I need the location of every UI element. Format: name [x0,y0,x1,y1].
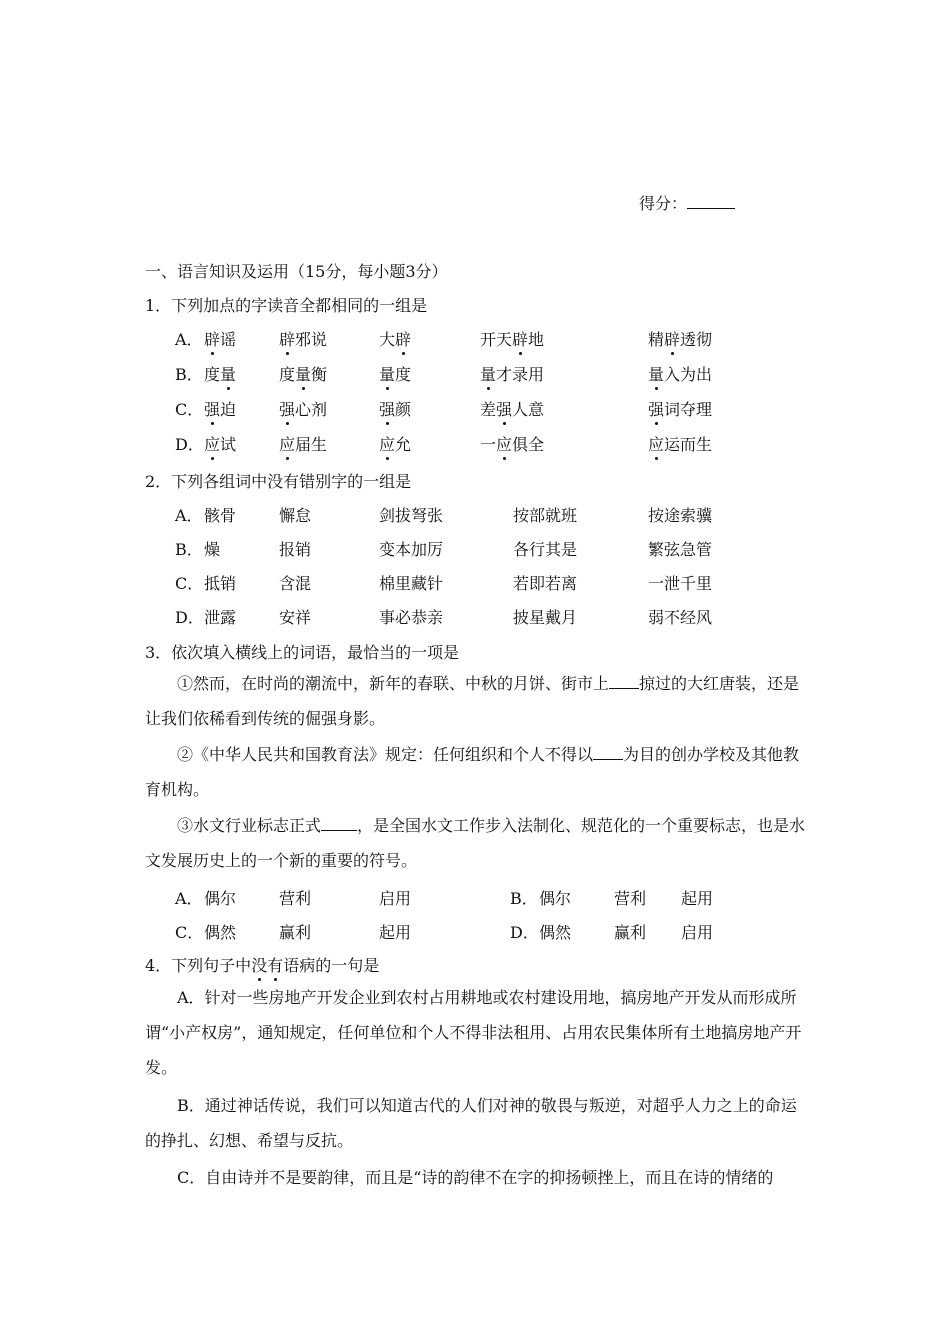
sentence-text: 掠过的大红唐装，还是让我们依稀看到传统的倔强身影。 [145,674,800,728]
fill-blank [609,672,639,689]
word: 棉里藏针 [379,574,444,593]
sentence-text: 为目的创办学校及其他教育机构。 [145,745,800,799]
word: 应运而生 [648,432,712,455]
q2-option-b [0,537,950,561]
dotted-char: 没 [251,953,267,976]
dotted-char: 强 [648,397,664,420]
word: 骸骨 [204,506,237,525]
q2-option-a [0,503,950,527]
word: 差强人意 [480,397,544,420]
option-label: D． [175,608,204,627]
word: 繁弦急管 [648,540,713,559]
word: 报销 [279,540,312,559]
word: 变本加厉 [379,540,444,559]
word: 量入为出 [648,362,712,385]
option-label: D． [510,923,539,942]
word: 营利 [614,889,647,908]
stem-text: 4．下列句子中 [145,956,252,975]
word: 一应俱全 [480,432,544,455]
q2-stem: 2．下列各组词中没有错别字的一组是 [145,472,412,491]
q3-options-cd [0,920,950,944]
q3-sentence-3 [145,808,810,878]
q4-option-a: A．针对一些房地产开发企业到农村占用耕地或农村建设用地，搞房地产开发从而形成所谓“小产权房”，通知规定，任何单位和个人不得非法租用、占用农民集体所有土地搞房地产开发。 [145,988,802,1077]
dotted-char: 辟 [395,327,411,350]
word: 量才录用 [480,362,544,385]
word: 事必恭亲 [379,608,444,627]
word: 大辟 [379,327,411,350]
q1-option-c [0,397,950,421]
word: 若即若离 [513,574,578,593]
option-label: D． [175,435,204,454]
word: 偶尔 [539,889,572,908]
option-label: C． [175,400,204,419]
dotted-char: 有 [267,953,283,976]
word: 强词夺理 [648,397,712,420]
dotted-char: 量 [295,362,311,385]
word: 按途索骥 [648,506,713,525]
word: 量度 [379,362,411,385]
sentence-text: ③水文行业标志正式 [177,816,322,835]
dotted-char: 应 [379,432,395,455]
word: 辟邪说 [279,327,327,350]
word: 度量 [204,362,236,385]
option-label: A． [175,506,203,525]
word: 泄露 [204,608,237,627]
word: 弱不经风 [648,608,713,627]
word: 懈怠 [279,506,312,525]
option-label: A． [175,889,203,908]
word: 偶尔 [204,889,237,908]
dotted-char: 强 [496,397,512,420]
word: 偶然 [539,923,572,942]
q2-option-d [0,605,950,629]
word: 赢利 [614,923,647,942]
word: 应允 [379,432,411,455]
fill-blank [321,814,357,831]
fill-blank [593,743,623,760]
dotted-char: 应 [648,432,664,455]
word: 启用 [681,923,714,942]
word: 开天辟地 [480,327,544,350]
dotted-char: 强 [204,397,220,420]
word: 精辟透彻 [648,327,712,350]
word: 度量衡 [279,362,327,385]
score-label-line [639,191,735,214]
sentence-text: ，是全国水文工作步入法制化、规范化的一个重要标志，也是水文发展历史上的一个新的重要的符号。 [145,816,806,870]
dotted-char: 量 [648,362,664,385]
section-title: 一、语言知识及运用（15分，每小题3分） [145,262,448,281]
word: 安祥 [279,608,312,627]
q1-stem: 1．下列加点的字读音全都相同的一组是 [145,296,428,315]
q3-sentence-2 [145,737,810,807]
score-blank [687,192,735,209]
word: 各行其是 [513,540,578,559]
dotted-char: 辟 [204,327,220,350]
dotted-char: 辟 [512,327,528,350]
q3-options-ab [0,886,950,910]
q1-option-b [0,362,950,386]
q3-stem: 3．依次填入横线上的词语，最恰当的一项是 [145,643,460,662]
q2-option-c [0,571,950,595]
word: 披星戴月 [513,608,578,627]
option-label: B． [175,540,203,559]
dotted-char: 辟 [279,327,295,350]
word: 强心剂 [279,397,327,420]
dotted-char: 强 [379,397,395,420]
dotted-char: 量 [480,362,496,385]
word: 赢利 [279,923,312,942]
q4-option-b: B．通过神话传说，我们可以知道古代的人们对神的敬畏与叛逆，对超乎人力之上的命运的挣扎、幻想、希望与反抗。 [145,1096,797,1150]
word: 一泄千里 [648,574,713,593]
word: 燥 [204,540,221,559]
word: 强迫 [204,397,236,420]
word: 营利 [279,889,312,908]
option-label: B． [175,365,203,384]
option-label: B． [510,889,538,908]
stem-text: 语病的一句是 [283,956,380,975]
q4-stem [145,953,379,976]
word: 启用 [379,889,412,908]
word: 辟谣 [204,327,236,350]
q3-sentence-1 [145,666,810,736]
option-label: C． [175,923,204,942]
option-label: C． [175,574,204,593]
q1-option-d [0,432,950,456]
sentence-text: ②《中华人民共和国教育法》规定：任何组织和个人不得以 [177,745,594,764]
dotted-char: 应 [496,432,512,455]
word: 起用 [681,889,714,908]
dotted-char: 强 [279,397,295,420]
word: 起用 [379,923,412,942]
q4-option-c: C．自由诗并不是要韵律，而且是“诗的韵律不在字的抑扬顿挫上，而且在诗的情绪的 [177,1168,774,1187]
score-label: 得分： [639,194,688,213]
q1-option-a [0,327,950,351]
option-label: A． [175,330,203,349]
dotted-char: 量 [379,362,395,385]
dotted-char: 辟 [664,327,680,350]
dotted-char: 应 [279,432,295,455]
dotted-char: 量 [220,362,236,385]
word: 含混 [279,574,312,593]
word: 剑拔弩张 [379,506,444,525]
dotted-char: 应 [204,432,220,455]
word: 偶然 [204,923,237,942]
sentence-text: ①然而，在时尚的潮流中，新年的春联、中秋的月饼、街市上 [177,674,610,693]
word: 应届生 [279,432,327,455]
word: 应试 [204,432,236,455]
word: 强颜 [379,397,411,420]
word: 按部就班 [513,506,578,525]
word: 抵销 [204,574,237,593]
